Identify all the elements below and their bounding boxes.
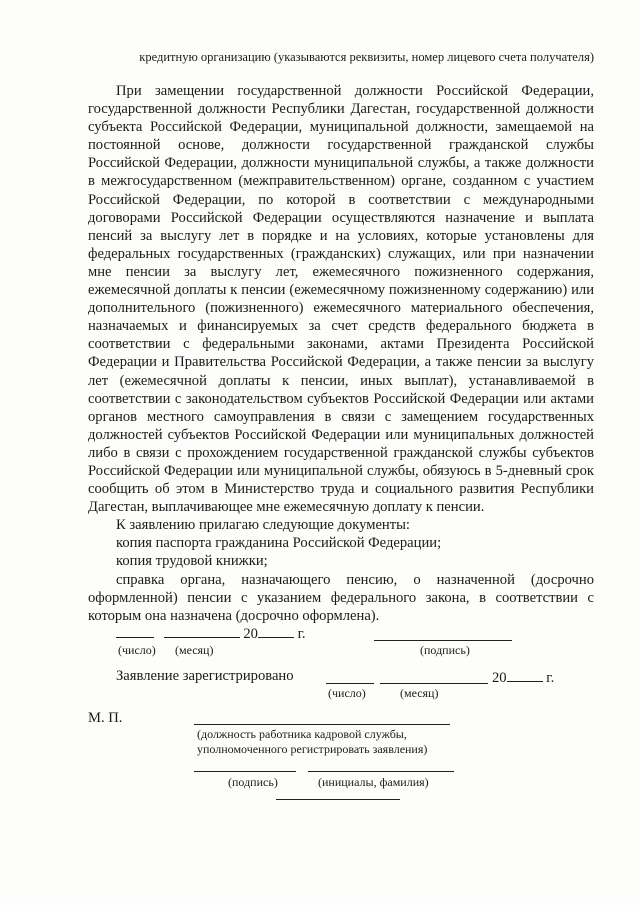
day-blank[interactable]: [116, 624, 154, 638]
reg-year-blank[interactable]: [507, 668, 543, 682]
official-signature-blank[interactable]: [194, 771, 296, 772]
reg-year-prefix: 20: [492, 670, 507, 686]
applicant-signature-blank[interactable]: [374, 640, 512, 641]
official-name-blank[interactable]: [308, 771, 454, 772]
reg-month-blank[interactable]: [380, 683, 488, 684]
obligation-paragraph: При замещении государственной должности Российской Федерации, государственной должности Республики Дагестан, государственной должности субъекта Российской Федерации, муниципальной должности, замещаемой на постоянной основе, должности государственной гражданской службы Российской Федерации, должности муниципальной службы, а также должности в межгосударственном (межправительственном) органе, созданном с участием Российской Федерации, по которой в соответствии с международными договорами Российской Федерации осуществляются назначение и выплата пенсий за выслугу лет в порядке и на условиях, которые установлены для федеральных государственных (гражданских) служащих, или при назначении мне пенсии за выслугу лет, ежемесячного пожизненного содержания, ежемесячной доплаты к пенсии (ежемесячному пожизненному содержанию) или дополнительного (пожизненного) ежемесячного материального обеспечения, назначаемых и финансируемых за счет средств федерального бюджета в соответствии с федеральными законами, актами Президента Российской Федерации и Правительства Российской Федерации, а также пенсии за выслугу лет (ежемесячной доплаты к пенсии, иных выплат), устанавливаемой в соответствии с законодательством субъектов Российской Федерации или актами органов местного самоуправления в связи с замещением государственных должностей субъектов Российской Федерации или муниципальных должностей либо в связи с прохождением государственной гражданской службы субъектов Российской Федерации или муниципальной службы, обязуюсь в 5-дневный срок сообщить об этом в Министерство труда и социального развития Республики Дагестан, выплачивающее мне ежемесячную доплату к пенсии.: [88, 83, 594, 516]
reg-month-caption: (месяц): [400, 686, 439, 700]
bank-details-note: кредитную организацию (указываются реквизиты, номер лицевого счета получателя): [139, 50, 594, 64]
seal-label: М. П.: [88, 710, 123, 726]
official-signature-caption: (подпись): [228, 775, 278, 789]
attachments-intro: К заявлению прилагаю следующие документы:: [116, 517, 410, 534]
attachment-item: копия паспорта гражданина Российской Федерации;: [116, 535, 442, 552]
registered-label: Заявление зарегистрировано: [116, 668, 294, 684]
official-name-caption: (инициалы, фамилия): [318, 775, 429, 789]
reg-day-blank[interactable]: [326, 683, 374, 684]
signature-caption: (подпись): [420, 643, 470, 657]
attachment-item: справка органа, назначающего пенсию, о назначенной (досрочно оформленной) пенсии с указанием федерального закона, в соответствии с которым она назначена (досрочно оформлена).: [88, 571, 594, 624]
official-caption-line1: (должность работника кадровой службы,: [197, 727, 407, 741]
day-caption: (число): [118, 643, 156, 657]
application-date-line: [116, 624, 306, 643]
month-blank[interactable]: [164, 624, 240, 638]
official-position-blank[interactable]: [194, 724, 450, 725]
month-caption: (месяц): [175, 643, 214, 657]
attachment-item: копия трудовой книжки;: [116, 553, 268, 570]
reg-year-line: [492, 668, 554, 687]
bottom-rule: [276, 799, 400, 800]
year-prefix: 20: [243, 626, 258, 642]
year-suffix: г.: [297, 626, 306, 642]
reg-year-suffix: г.: [546, 670, 555, 686]
official-caption-line2: уполномоченного регистрировать заявления): [197, 742, 428, 756]
year-blank[interactable]: [258, 624, 294, 638]
reg-day-caption: (число): [328, 686, 366, 700]
statement-body: [88, 82, 594, 625]
